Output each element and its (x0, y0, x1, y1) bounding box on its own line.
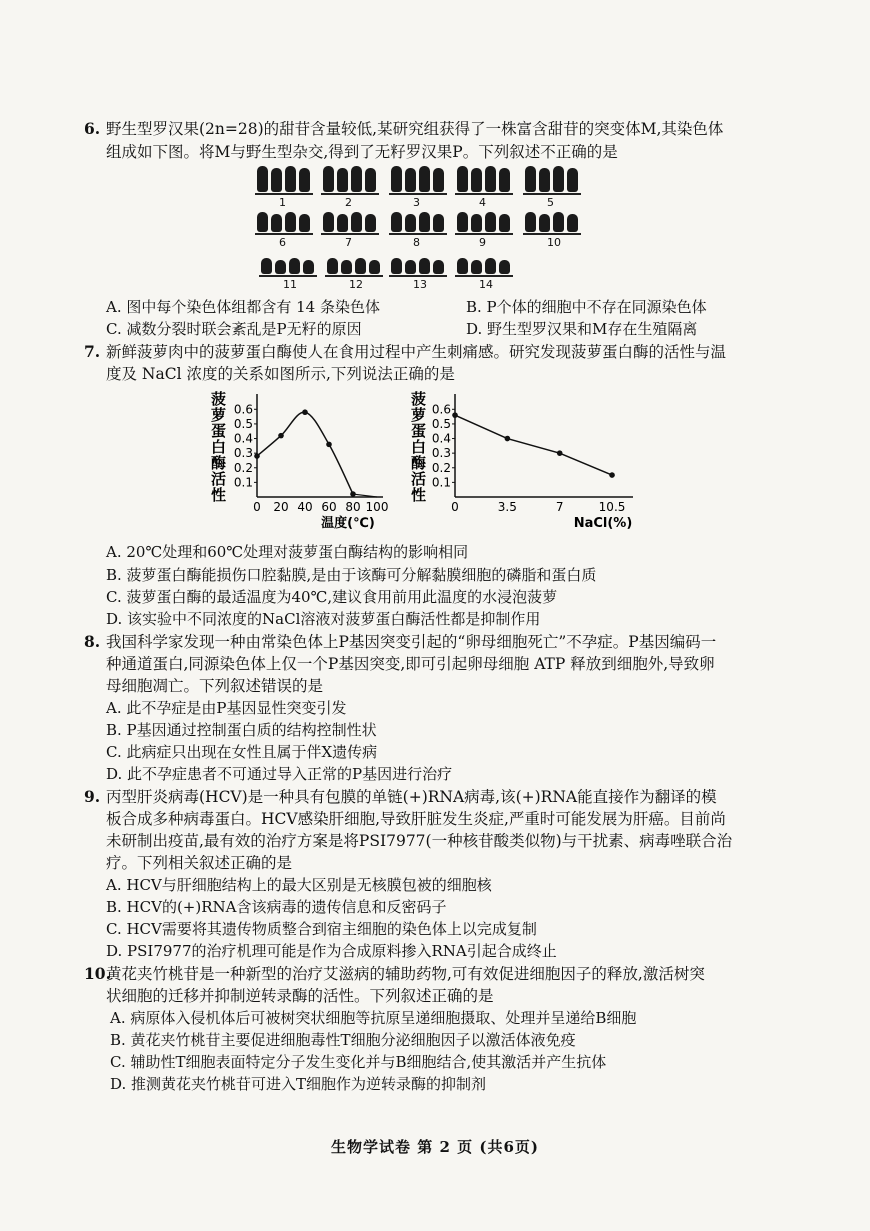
data-point (326, 442, 332, 448)
chromosome-shape (419, 166, 430, 192)
chromosome-shape (327, 258, 338, 274)
karyotype-baseline (389, 275, 447, 277)
karyotype-label: 9 (479, 236, 486, 249)
question-7 (84, 341, 727, 363)
chromosome-shape (285, 166, 296, 192)
y-tick-label: 0.2 (431, 460, 451, 475)
chromosome-group (259, 258, 319, 294)
data-point (254, 453, 260, 459)
chromosome-group (321, 166, 381, 212)
y-axis-label-char: 性 (211, 486, 227, 504)
chromosome-shape (499, 260, 510, 274)
question-text-cont: 种通道蛋白,同源染色体上仅一个P基因突变,即可引起卵母细胞 ATP 释放到细胞外,导致卵 (106, 655, 715, 673)
y-axis-label-char: 活 (211, 470, 227, 488)
chromosome-shape (471, 214, 482, 232)
y-axis-label-char: 酶 (411, 454, 427, 472)
chromosome-shape (369, 260, 380, 274)
data-point (557, 450, 563, 456)
karyotype-label: 14 (479, 278, 493, 291)
question-number: 8. (84, 632, 101, 651)
question-6 (84, 118, 724, 140)
option-a: A. 此不孕症是由P基因显性突变引发 (106, 699, 347, 717)
option-c: C. HCV需要将其遗传物质整合到宿主细胞的染色体上以完成复制 (106, 920, 537, 938)
x-tick-label: 10.5 (598, 500, 626, 514)
y-tick-label: 0.3 (431, 446, 451, 461)
chromosome-group (389, 166, 449, 212)
karyotype-baseline (455, 193, 513, 195)
chromosome-shape (341, 260, 352, 274)
option-b: B. 菠萝蛋白酶能损伤口腔黏膜,是由于该酶可分解黏膜细胞的磷脂和蛋白质 (106, 566, 597, 584)
y-axis-label-char: 白 (211, 438, 227, 456)
data-point (609, 472, 615, 478)
chromosome-shape (303, 260, 314, 274)
question-text: 新鲜菠萝肉中的菠萝蛋白酶使人在食用过程中产生刺痛感。研究发现菠萝蛋白酶的活性与温 (106, 343, 727, 361)
option-c: C. 辅助性T细胞表面特定分子发生变化并与B细胞结合,使其激活并产生抗体 (110, 1053, 607, 1071)
option-b: B. P个体的细胞中不存在同源染色体 (466, 298, 707, 316)
chromosome-shape (433, 168, 444, 192)
chromosome-group (325, 258, 385, 294)
y-tick-label: 0.4 (431, 431, 451, 446)
karyotype-label: 8 (413, 236, 420, 249)
option-d: D. PSI7977的治疗机理可能是作为合成原料掺入RNA引起合成终止 (106, 942, 557, 960)
chromosome-shape (539, 168, 550, 192)
chromosome-shape (275, 260, 286, 274)
chromosome-shape (391, 166, 402, 192)
x-tick-label: 80 (345, 500, 361, 514)
chromosome-shape (499, 168, 510, 192)
data-point (505, 436, 511, 442)
karyotype-label: 1 (279, 196, 286, 209)
question-text-cont: 度及 NaCl 浓度的关系如图所示,下列说法正确的是 (106, 365, 455, 383)
x-axis-label: 温度(℃) (321, 516, 375, 531)
option-a: A. 图中每个染色体组都含有 14 条染色体 (106, 298, 380, 316)
data-point (302, 409, 308, 415)
chromosome-shape (419, 212, 430, 232)
question-9 (84, 786, 717, 808)
option-c: C. 菠萝蛋白酶的最适温度为40℃,建议食用前用此温度的水浸泡菠萝 (106, 588, 558, 606)
option-d: D. 推测黄花夹竹桃苷可进入T细胞作为逆转录酶的抑制剂 (110, 1075, 487, 1093)
x-tick-label: 0 (253, 500, 261, 514)
y-axis-label-char: 性 (411, 486, 427, 504)
data-point (452, 412, 458, 418)
chromosome-shape (365, 214, 376, 232)
y-tick-label: 0.2 (233, 460, 253, 475)
chromosome-group (455, 166, 515, 212)
y-axis-label-char: 菠 (211, 390, 227, 408)
chromosome-shape (485, 212, 496, 232)
question-text-cont: 疗。下列相关叙述正确的是 (106, 854, 293, 872)
question-text-cont: 状细胞的迁移并抑制逆转录酶的活性。下列叙述正确的是 (106, 987, 494, 1005)
karyotype-baseline (255, 193, 313, 195)
chromosome-shape (433, 260, 444, 274)
karyotype-baseline (321, 193, 379, 195)
question-number: 10. (84, 964, 111, 983)
chromosome-shape (419, 258, 430, 274)
chromosome-shape (365, 168, 376, 192)
chromosome-shape (299, 168, 310, 192)
chromosome-shape (485, 258, 496, 274)
nacl-activity-chart (405, 384, 640, 534)
series-line (455, 415, 612, 475)
karyotype-label: 13 (413, 278, 427, 291)
option-d: D. 该实验中不同浓度的NaCl溶液对菠萝蛋白酶活性都是抑制作用 (106, 610, 541, 628)
question-text-cont: 未研制出疫苗,最有效的治疗方案是将PSI7977(一种核苷酸类似物)与干扰素、病毒唑联合治 (106, 832, 733, 850)
karyotype-label: 5 (547, 196, 554, 209)
chromosome-shape (391, 258, 402, 274)
series-line (257, 412, 353, 494)
chromosome-group (455, 212, 515, 252)
question-text-cont: 母细胞凋亡。下列叙述错误的是 (106, 677, 324, 695)
question-text: 野生型罗汉果(2n=28)的甜苷含量较低,某研究组获得了一株富含甜苷的突变体M,其染色体 (106, 120, 724, 138)
chromosome-shape (433, 214, 444, 232)
chromosome-shape (553, 212, 564, 232)
karyotype-baseline (255, 233, 313, 235)
y-axis-label-char: 蛋 (411, 422, 427, 440)
chromosome-shape (323, 166, 334, 192)
option-d: D. 此不孕症患者不可通过导入正常的P基因进行治疗 (106, 765, 453, 783)
option-a: A. 20℃处理和60℃处理对菠萝蛋白酶结构的影响相同 (106, 543, 469, 561)
karyotype-baseline (455, 233, 513, 235)
question-text: 我国科学家发现一种由常染色体上P基因突变引起的“卵母细胞死亡”不孕症。P基因编码一 (106, 633, 717, 651)
option-a: A. HCV与肝细胞结构上的最大区别是无核膜包被的细胞核 (106, 876, 492, 894)
option-b: B. 黄花夹竹桃苷主要促进细胞毒性T细胞分泌细胞因子以激活体液免疫 (110, 1031, 576, 1049)
karyotype-baseline (259, 275, 317, 277)
chromosome-shape (299, 214, 310, 232)
data-point (278, 433, 284, 439)
chromosome-shape (337, 214, 348, 232)
y-tick-label: 0.4 (233, 431, 253, 446)
question-text: 黄花夹竹桃苷是一种新型的治疗艾滋病的辅助药物,可有效促进细胞因子的释放,激活树突 (106, 965, 705, 983)
chromosome-shape (485, 166, 496, 192)
chromosome-shape (457, 258, 468, 274)
karyotype-label: 7 (345, 236, 352, 249)
y-axis-label-char: 菠 (411, 390, 427, 408)
chromosome-group (255, 166, 315, 212)
question-number: 7. (84, 342, 101, 361)
chromosome-shape (525, 212, 536, 232)
question-text-cont: 板合成多种病毒蛋白。HCV感染肝细胞,导致肝脏发生炎症,严重时可能发展为肝癌。目前尚 (106, 810, 726, 828)
option-d: D. 野生型罗汉果和M存在生殖隔离 (466, 320, 698, 338)
x-tick-label: 3.5 (497, 500, 517, 514)
option-b: B. HCV的(+)RNA含该病毒的遗传信息和反密码子 (106, 898, 447, 916)
karyotype-label: 12 (349, 278, 363, 291)
karyotype-baseline (321, 233, 379, 235)
temperature-activity-chart (205, 384, 400, 534)
karyotype-label: 3 (413, 196, 420, 209)
chromosome-shape (261, 258, 272, 274)
chromosome-shape (457, 212, 468, 232)
chromosome-shape (539, 214, 550, 232)
chromosome-shape (567, 168, 578, 192)
chromosome-group (523, 212, 583, 252)
option-c: C. 此病症只出现在女性且属于伴X遗传病 (106, 743, 378, 761)
karyotype-baseline (523, 193, 581, 195)
karyotype-label: 11 (283, 278, 297, 291)
karyotype-label: 2 (345, 196, 352, 209)
chromosome-shape (323, 212, 334, 232)
chromosome-shape (337, 168, 348, 192)
y-tick-label: 0.6 (431, 402, 451, 417)
chromosome-shape (499, 214, 510, 232)
x-axis-label: NaCl(%) (573, 516, 633, 531)
y-tick-label: 0.1 (431, 475, 451, 490)
y-tick-label: 0.5 (233, 416, 253, 431)
page-footer: 生物学试卷 第 2 页 (共6页) (331, 1138, 539, 1156)
karyotype-label: 4 (479, 196, 486, 209)
x-tick-label: 60 (321, 500, 337, 514)
chromosome-shape (405, 260, 416, 274)
y-axis-label-char: 蛋 (211, 422, 227, 440)
chromosome-shape (351, 212, 362, 232)
y-tick-label: 0.5 (431, 416, 451, 431)
karyotype-baseline (325, 275, 383, 277)
chromosome-shape (351, 166, 362, 192)
chromosome-shape (391, 212, 402, 232)
karyotype-baseline (523, 233, 581, 235)
chromosome-group (389, 212, 449, 252)
question-number: 6. (84, 119, 101, 138)
question-number: 9. (84, 787, 101, 806)
karyotype-baseline (455, 275, 513, 277)
option-c: C. 减数分裂时联会紊乱是P无籽的原因 (106, 320, 362, 338)
chromosome-shape (567, 214, 578, 232)
option-b: B. P基因通过控制蛋白质的结构控制性状 (106, 721, 377, 739)
y-axis-label-char: 酶 (211, 454, 227, 472)
x-tick-label: 0 (451, 500, 459, 514)
karyotype-baseline (389, 193, 447, 195)
y-axis-label-char: 白 (411, 438, 427, 456)
chromosome-shape (457, 166, 468, 192)
x-tick-label: 7 (555, 500, 564, 514)
y-tick-label: 0.6 (233, 402, 253, 417)
question-8 (84, 631, 717, 653)
question-10 (84, 963, 705, 985)
y-tick-label: 0.3 (233, 446, 253, 461)
chromosome-shape (471, 260, 482, 274)
chromosome-group (455, 258, 515, 294)
chromosome-group (321, 212, 381, 252)
x-tick-label: 40 (297, 500, 313, 514)
x-tick-label: 100 (365, 500, 389, 514)
chromosome-shape (285, 212, 296, 232)
y-axis-label-char: 萝 (211, 406, 227, 424)
data-point (350, 491, 356, 497)
chromosome-shape (525, 166, 536, 192)
x-tick-label: 20 (273, 500, 289, 514)
karyotype-figure (255, 166, 595, 291)
y-axis-label-char: 萝 (411, 406, 427, 424)
option-a: A. 病原体入侵机体后可被树突状细胞等抗原呈递细胞摄取、处理并呈递给B细胞 (110, 1009, 637, 1027)
chromosome-shape (271, 168, 282, 192)
chromosome-shape (289, 258, 300, 274)
chromosome-group (523, 166, 583, 212)
chromosome-shape (355, 258, 366, 274)
chromosome-group (389, 258, 449, 294)
question-text-cont: 组成如下图。将M与野生型杂交,得到了无籽罗汉果P。下列叙述不正确的是 (106, 143, 618, 161)
chromosome-group (255, 212, 315, 252)
chromosome-shape (405, 168, 416, 192)
chromosome-shape (257, 166, 268, 192)
karyotype-label: 10 (547, 236, 561, 249)
y-tick-label: 0.1 (233, 475, 253, 490)
karyotype-label: 6 (279, 236, 286, 249)
question-text: 丙型肝炎病毒(HCV)是一种具有包膜的单链(+)RNA病毒,该(+)RNA能直接作为翻译的模 (106, 788, 717, 806)
chromosome-shape (257, 212, 268, 232)
chromosome-shape (553, 166, 564, 192)
chromosome-shape (471, 168, 482, 192)
chromosome-shape (271, 214, 282, 232)
y-axis-label-char: 活 (411, 470, 427, 488)
karyotype-baseline (389, 233, 447, 235)
chromosome-shape (405, 214, 416, 232)
